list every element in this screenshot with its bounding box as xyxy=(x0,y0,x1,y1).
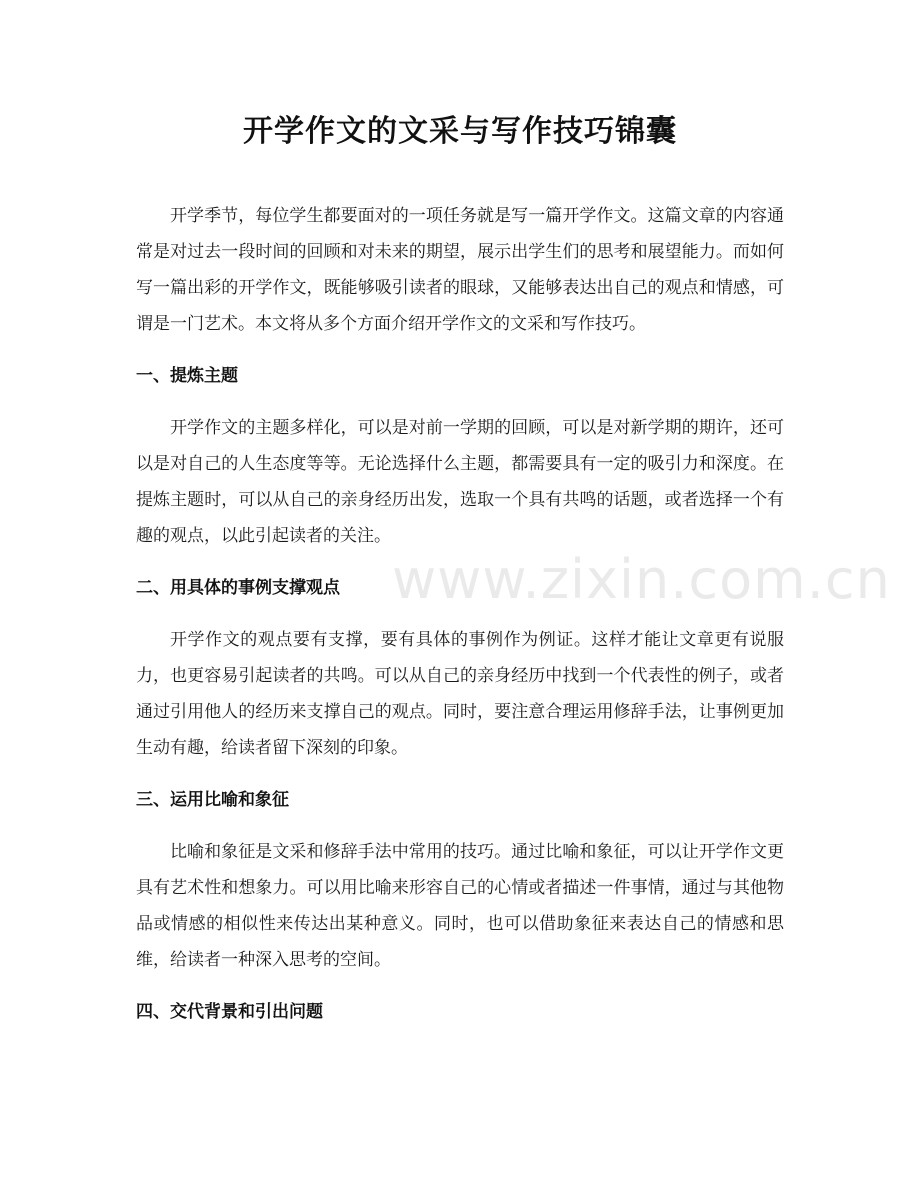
section-heading-1: 一、提炼主题 xyxy=(136,366,238,386)
document-title: 开学作文的文采与写作技巧锦囊 xyxy=(243,114,677,149)
section-heading-3: 三、运用比喻和象征 xyxy=(136,790,289,810)
watermark-text: www.zixin.com.cn xyxy=(392,548,891,611)
section-body-3: 比喻和象征是文采和修辞手法中常用的技巧。通过比喻和象征，可以让开学作文更具有艺术性和想象力。可以用比喻来形容自己的心情或者描述一件事情，通过与其他物品或情感的相似性来传达出某种意义。同时，也可以借助象征来表达自己的情感和思维，给读者一种深入思考的空间。 xyxy=(136,842,784,970)
section-heading-4: 四、交代背景和引出问题 xyxy=(136,1002,323,1022)
section-body-2: 开学作文的观点要有支撑，要有具体的事例作为例证。这样才能让文章更有说服力，也更容易引起读者的共鸣。可以从自己的亲身经历中找到一个代表性的例子，或者通过引用他人的经历来支撑自己的观点。同时，要注意合理运用修辞手法，让事例更加生动有趣，给读者留下深刻的印象。 xyxy=(136,630,784,758)
intro-paragraph: 开学季节，每位学生都要面对的一项任务就是写一篇开学作文。这篇文章的内容通常是对过去一段时间的回顾和对未来的期望，展示出学生们的思考和展望能力。而如何写一篇出彩的开学作文，既能够吸引读者的眼球，又能够表达出自己的观点和情感，可谓是一门艺术。本文将从多个方面介绍开学作文的文采和写作技巧。 xyxy=(136,206,784,334)
section-heading-2: 二、用具体的事例支撑观点 xyxy=(136,578,340,598)
section-body-1: 开学作文的主题多样化，可以是对前一学期的回顾，可以是对新学期的期许，还可以是对自己的人生态度等等。无论选择什么主题，都需要具有一定的吸引力和深度。在提炼主题时，可以从自己的亲身经历出发，选取一个具有共鸣的话题，或者选择一个有趣的观点，以此引起读者的关注。 xyxy=(136,418,784,546)
